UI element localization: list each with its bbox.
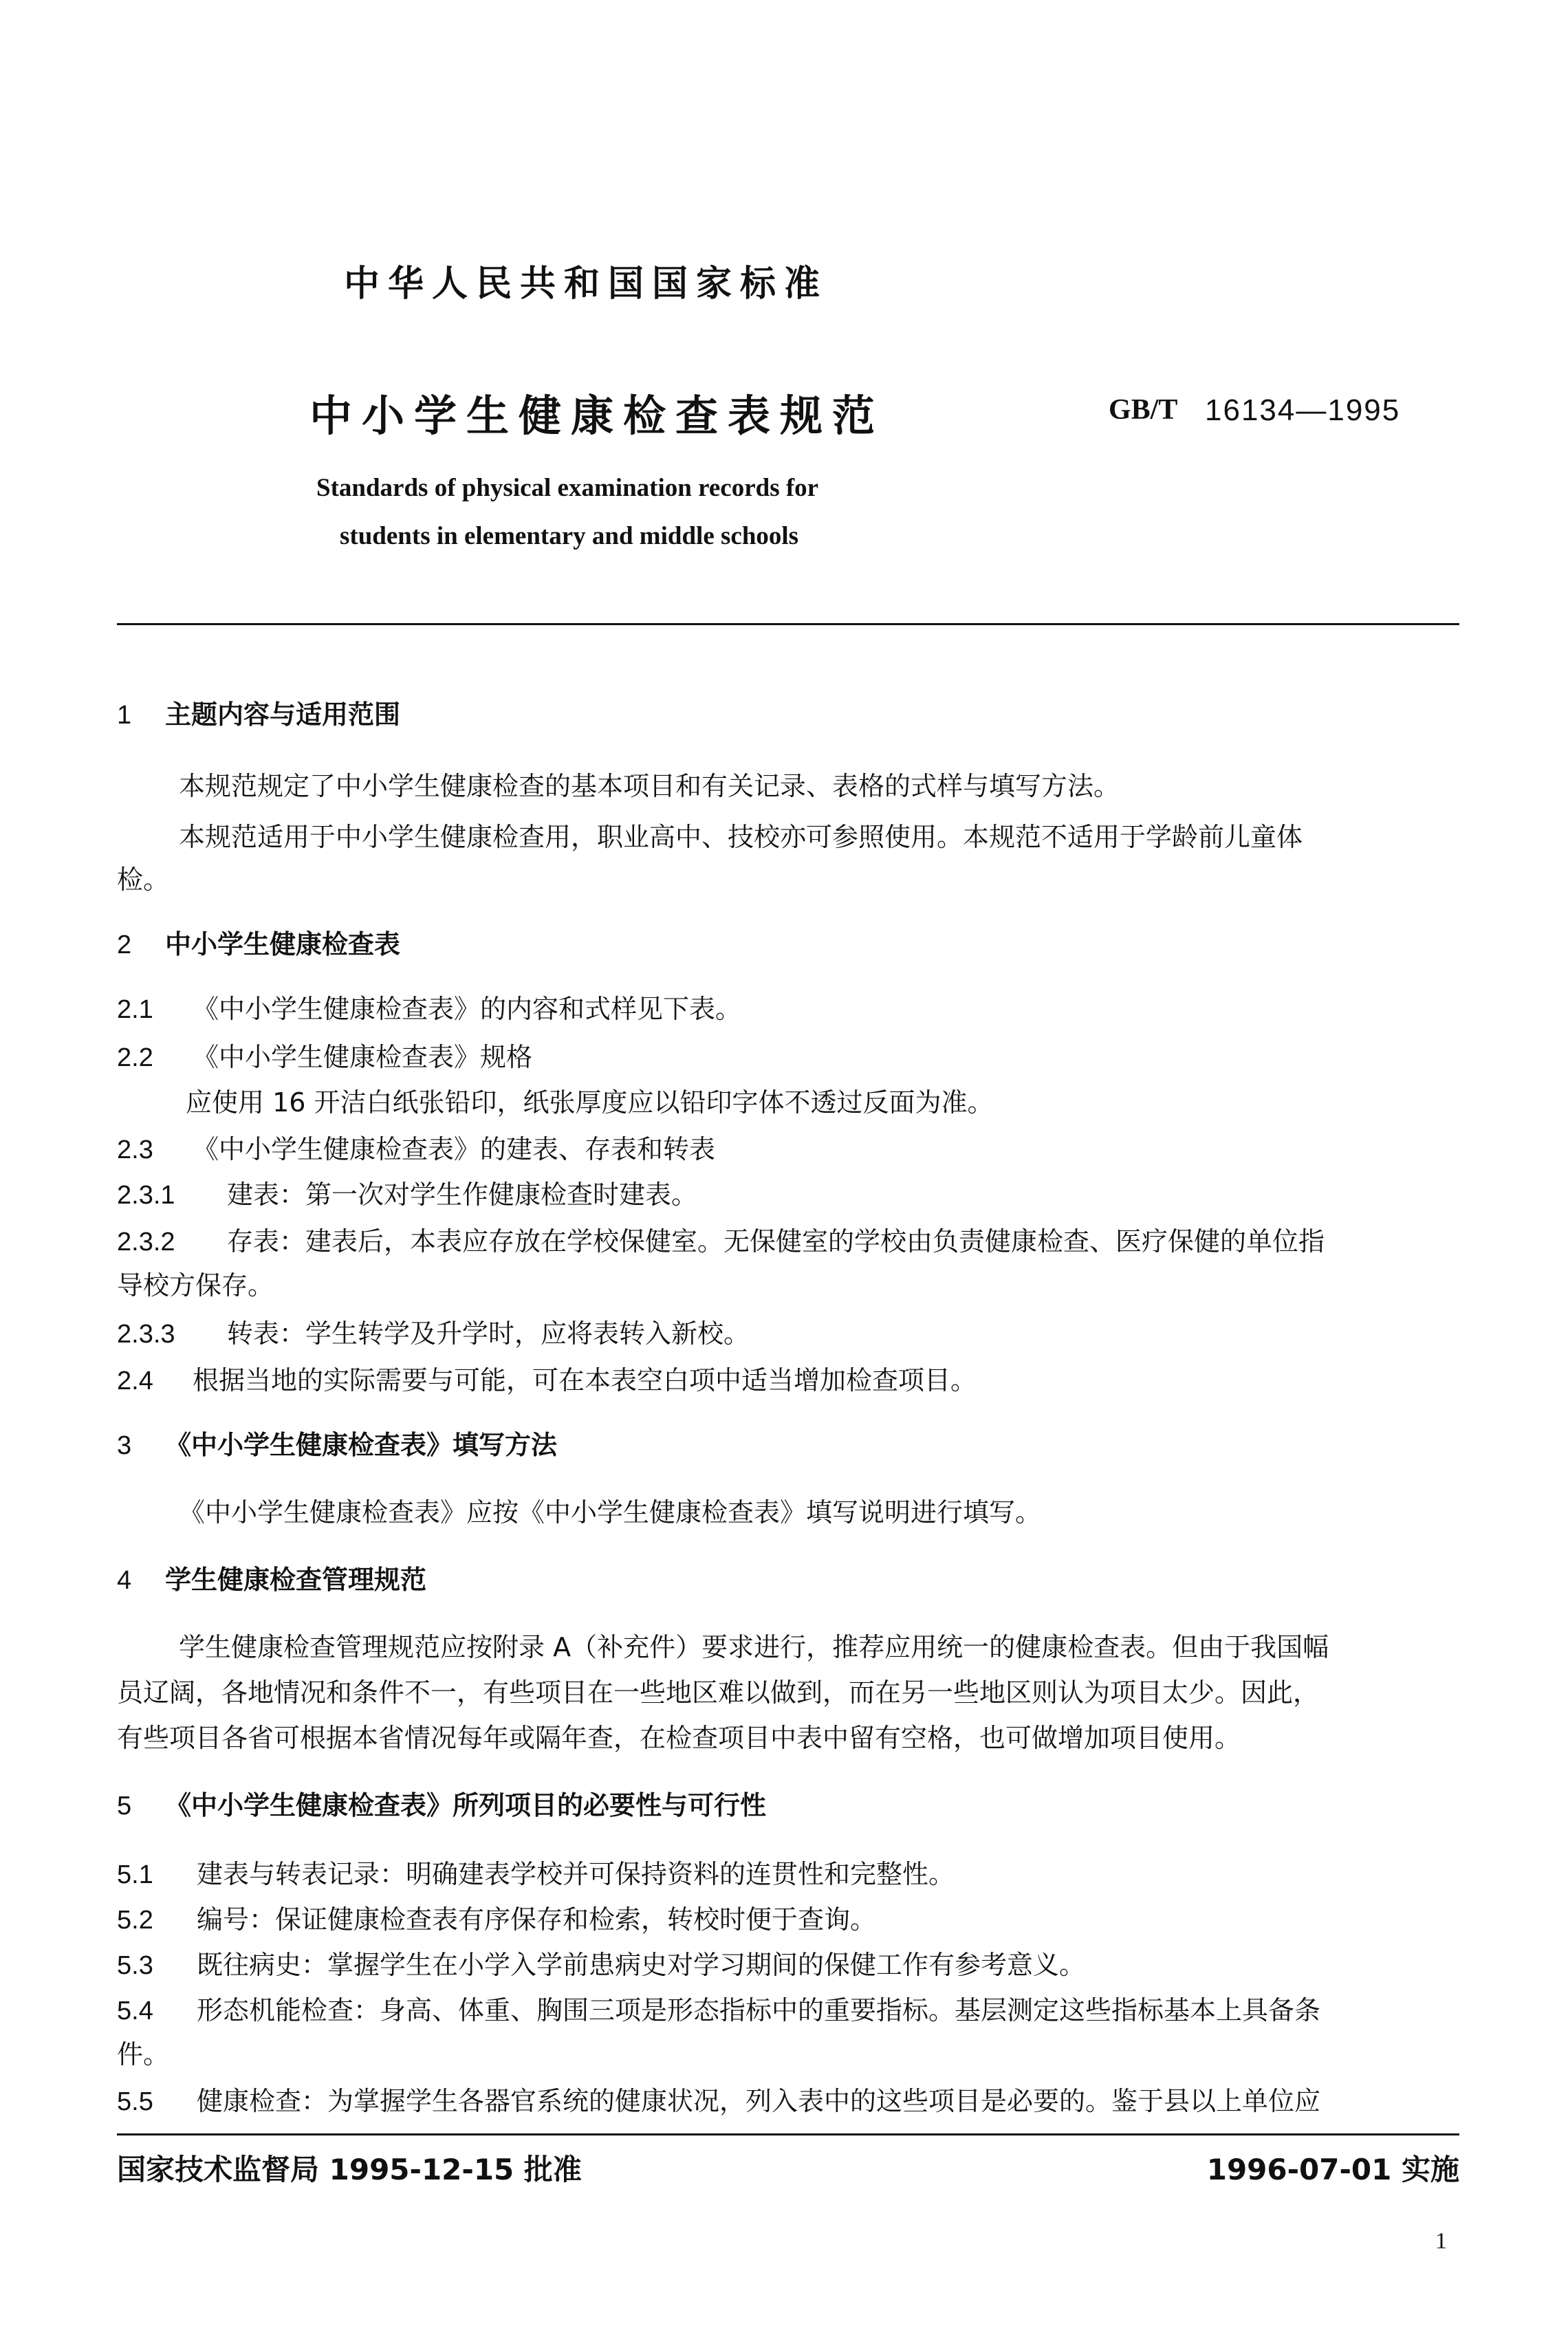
clause-number: 2.3.2: [117, 1228, 175, 1257]
section-title: 学生健康检查管理规范: [165, 1565, 427, 1595]
clause-2-3: [117, 1128, 715, 1166]
clause-2-3-2: [117, 1220, 1325, 1258]
clause-text: 建表与转表记录：明确建表学校并可保持资料的连贯性和完整性。: [197, 1859, 955, 1889]
paragraph: 本规范规定了中小学生健康检查的基本项目和有关记录、表格的式样与填写方法。: [179, 771, 1120, 801]
section-number: 4: [117, 1566, 132, 1595]
section-number: 5: [117, 1792, 132, 1820]
section-heading-4: [117, 1558, 426, 1596]
section-heading-5: [117, 1784, 766, 1822]
clause-5-3: [117, 1944, 1085, 1981]
paragraph-continuation: 有些项目各省可根据本省情况每年或隔年查，在检查项目中表中留有空格，也可做增加项目使用。: [117, 1723, 1241, 1753]
clause-5-2: [117, 1898, 876, 1936]
clause-number: 5.2: [117, 1906, 153, 1935]
section-title: 《中小学生健康检查表》所列项目的必要性与可行性: [165, 1790, 767, 1820]
approval-statement: 国家技术监督局 1995-12-15 批准: [117, 2153, 582, 2186]
clause-number: 5.4: [117, 1997, 153, 2025]
paragraph: 学生健康检查管理规范应按附录 A（补充件）要求进行，推荐应用统一的健康检查表。但由于我国幅: [179, 1632, 1329, 1662]
paragraph: 本规范适用于中小学生健康检查用，职业高中、技校亦可参照使用。本规范不适用于学龄前儿童体: [179, 822, 1303, 852]
footer-divider: [117, 2133, 1459, 2135]
paragraph-continuation: 检。: [117, 865, 170, 895]
english-title-line-2: students in elementary and middle schools: [340, 522, 799, 550]
clause-2-1: [117, 988, 741, 1025]
clause-5-4: [117, 1989, 1320, 2027]
clause-text: 根据当地的实际需要与可能，可在本表空白项中适当增加检查项目。: [193, 1365, 977, 1395]
paragraph-continuation: 员辽阔，各地情况和条件不一，有些项目在一些地区难以做到，而在另一些地区则认为项目太少。因此，: [117, 1677, 1320, 1708]
implementation-date: 1996-07-01 实施: [1206, 2153, 1459, 2186]
section-number: 3: [117, 1431, 132, 1460]
clause-5-5: [117, 2080, 1320, 2118]
paragraph: 应使用 16 开洁白纸张铅印，纸张厚度应以铅印字体不透过反面为准。: [186, 1087, 994, 1118]
clause-text: 既往病史：掌握学生在小学入学前患病史对学习期间的保健工作有参考意义。: [197, 1950, 1086, 1980]
clause-number: 2.3.3: [117, 1320, 175, 1349]
clause-2-3-3: [117, 1312, 750, 1350]
clause-text: 形态机能检查：身高、体重、胸围三项是形态指标中的重要指标。基层测定这些指标基本上具备条: [197, 1995, 1321, 2025]
clause-number: 2.1: [117, 995, 153, 1024]
national-standard-heading: 中华人民共和国国家标准: [344, 263, 829, 305]
standard-number: 16134—1995: [1205, 393, 1401, 427]
clause-number: 5.3: [117, 1951, 153, 1980]
section-title: 主题内容与适用范围: [165, 699, 401, 730]
clause-text: 编号：保证健康检查表有序保存和检索，转校时便于查询。: [197, 1904, 877, 1935]
clause-number: 2.3.1: [117, 1181, 175, 1210]
clause-text: 《中小学生健康检查表》的内容和式样见下表。: [193, 994, 742, 1024]
clause-5-1: [117, 1853, 955, 1891]
header-divider: [117, 623, 1459, 625]
clause-text: 健康检查：为掌握学生各器官系统的健康状况，列入表中的这些项目是必要的。鉴于县以上单位应: [197, 2086, 1321, 2116]
clause-2-2: [117, 1036, 532, 1074]
section-heading-2: [117, 923, 400, 961]
clause-number: 2.2: [117, 1043, 153, 1072]
section-heading-3: [117, 1424, 557, 1461]
clause-number: 5.1: [117, 1860, 153, 1889]
clause-text: 转表：学生转学及升学时，应将表转入新校。: [227, 1318, 750, 1349]
clause-number: 5.5: [117, 2087, 153, 2116]
clause-text: 《中小学生健康检查表》规格: [193, 1042, 533, 1072]
clause-2-4: [117, 1359, 977, 1397]
clause-text: 存表：建表后，本表应存放在学校保健室。无保健室的学校由负责健康检查、医疗保健的单位指: [227, 1226, 1325, 1257]
english-title-line-1: Standards of physical examination records for: [316, 474, 819, 502]
clause-continuation: 件。: [117, 2039, 170, 2069]
paragraph: 《中小学生健康检查表》应按《中小学生健康检查表》填写说明进行填写。: [179, 1497, 1042, 1528]
section-number: 2: [117, 931, 132, 959]
section-number: 1: [117, 701, 132, 730]
section-heading-1: [117, 693, 400, 731]
clause-text: 建表：第一次对学生作健康检查时建表。: [227, 1180, 698, 1210]
standard-prefix: GB/T: [1109, 394, 1178, 426]
section-title: 《中小学生健康检查表》填写方法: [165, 1430, 558, 1460]
document-title: 中小学生健康检查表规范: [309, 391, 885, 441]
clause-number: 2.3: [117, 1135, 153, 1164]
page-number: 1: [1435, 2228, 1447, 2254]
clause-text: 《中小学生健康检查表》的建表、存表和转表: [193, 1134, 716, 1164]
clause-number: 2.4: [117, 1367, 153, 1395]
clause-2-3-1: [117, 1173, 697, 1211]
section-title: 中小学生健康检查表: [165, 929, 401, 959]
clause-continuation: 导校方保存。: [117, 1270, 274, 1301]
